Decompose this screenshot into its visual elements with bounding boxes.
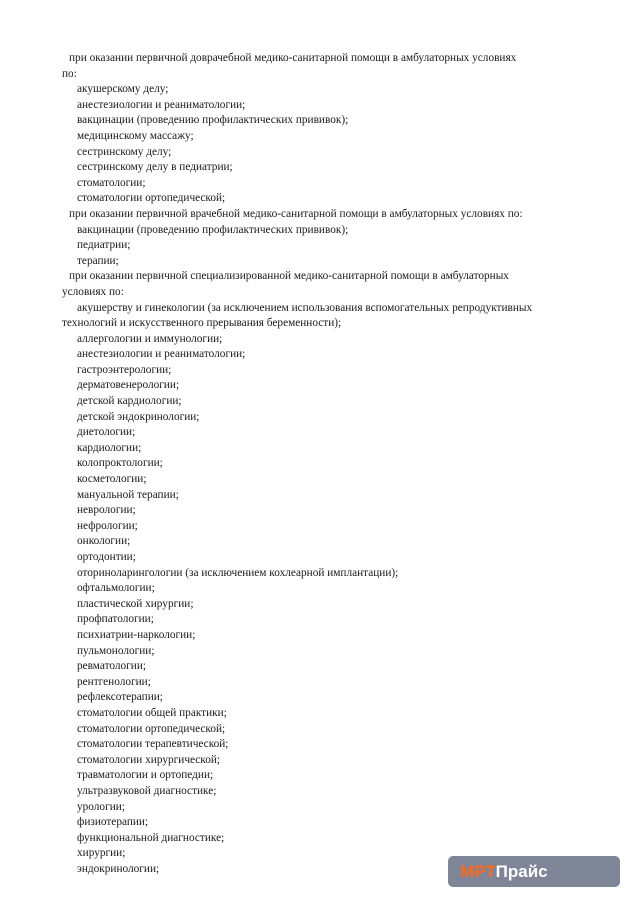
list-item: анестезиологии и реаниматологии;: [77, 98, 246, 111]
watermark-part-mrt: МРТ: [460, 861, 496, 881]
list-item: акушерству и гинекологии (за исключением использования вспомогательных репродуктивных: [77, 301, 533, 314]
mrtprice-watermark-logo: [448, 856, 620, 887]
section-heading-line: при оказании первичной специализированной медико-санитарной помощи в амбулаторных: [69, 270, 509, 283]
list-item: физиотерапии;: [77, 816, 149, 829]
list-item: технологий и искусственного прерывания беременности);: [62, 317, 342, 330]
list-item: психиатрии-наркологии;: [77, 628, 196, 641]
list-item: гастроэнтерологии;: [77, 363, 172, 376]
list-item: пластической хирургии;: [77, 597, 194, 610]
list-item: стоматологии ортопедической;: [77, 192, 226, 205]
document-body: [62, 51, 607, 877]
list-item: неврологии;: [77, 504, 136, 517]
list-item: вакцинации (проведению профилактических прививок);: [77, 114, 349, 127]
list-item: колопроктологии;: [77, 457, 163, 470]
watermark-part-price: Прайс: [495, 861, 548, 881]
list-item: ревматологии;: [77, 660, 147, 673]
list-item: ультразвуковой диагностике;: [77, 784, 217, 797]
list-item: медицинскому массажу;: [77, 129, 194, 142]
list-item: урологии;: [77, 800, 125, 813]
list-item: детской эндокринологии;: [77, 410, 200, 423]
list-item: нефрологии;: [77, 519, 138, 532]
list-item: травматологии и ортопедии;: [77, 769, 214, 782]
list-item: терапии;: [77, 254, 119, 267]
list-item: ортодонтии;: [77, 551, 136, 563]
list-item: косметологии;: [77, 473, 147, 486]
list-item: рефлексотерапии;: [77, 691, 163, 704]
list-item: кардиологии;: [77, 441, 142, 454]
list-item: педиатрии;: [77, 239, 131, 252]
list-item: анестезиологии и реаниматологии;: [77, 348, 246, 361]
section-heading-line: при оказании первичной врачебной медико-санитарной помощи в амбулаторных условиях по:: [69, 207, 523, 220]
list-item: офтальмологии;: [77, 582, 155, 595]
list-item: оториноларингологии (за исключением кохлеарной имплантации);: [77, 566, 399, 579]
list-item: стоматологии ортопедической;: [77, 722, 226, 735]
list-item: акушерскому делу;: [77, 83, 169, 96]
list-item: мануальной терапии;: [77, 488, 179, 501]
section-heading-line: при оказании первичной доврачебной медико-санитарной помощи в амбулаторных условиях: [69, 52, 517, 64]
section-heading-line: по:: [62, 67, 77, 80]
list-item: детской кардиологии;: [77, 395, 182, 408]
list-item: сестринскому делу;: [77, 145, 172, 158]
list-item: стоматологии;: [77, 176, 146, 189]
list-item: аллергологии и иммунологии;: [77, 332, 223, 345]
list-item: вакцинации (проведению профилактических прививок);: [77, 223, 349, 236]
list-item: хирургии;: [77, 847, 126, 860]
list-item: эндокринологии;: [77, 862, 160, 875]
list-item: профпатологии;: [77, 613, 154, 626]
section-heading-line: условиях по:: [62, 285, 124, 298]
list-item: диетологии;: [77, 426, 136, 439]
list-item: пульмонологии;: [77, 644, 155, 657]
list-item: стоматологии терапевтической;: [77, 738, 229, 751]
list-item: дерматовенерологии;: [77, 379, 180, 392]
list-item: стоматологии хирургической;: [77, 753, 221, 766]
list-item: сестринскому делу в педиатрии;: [77, 161, 233, 174]
list-item: онкологии;: [77, 535, 131, 548]
list-item: рентгенологии;: [77, 675, 151, 688]
list-item: стоматологии общей практики;: [77, 706, 227, 719]
list-item: функциональной диагностике;: [77, 831, 225, 844]
